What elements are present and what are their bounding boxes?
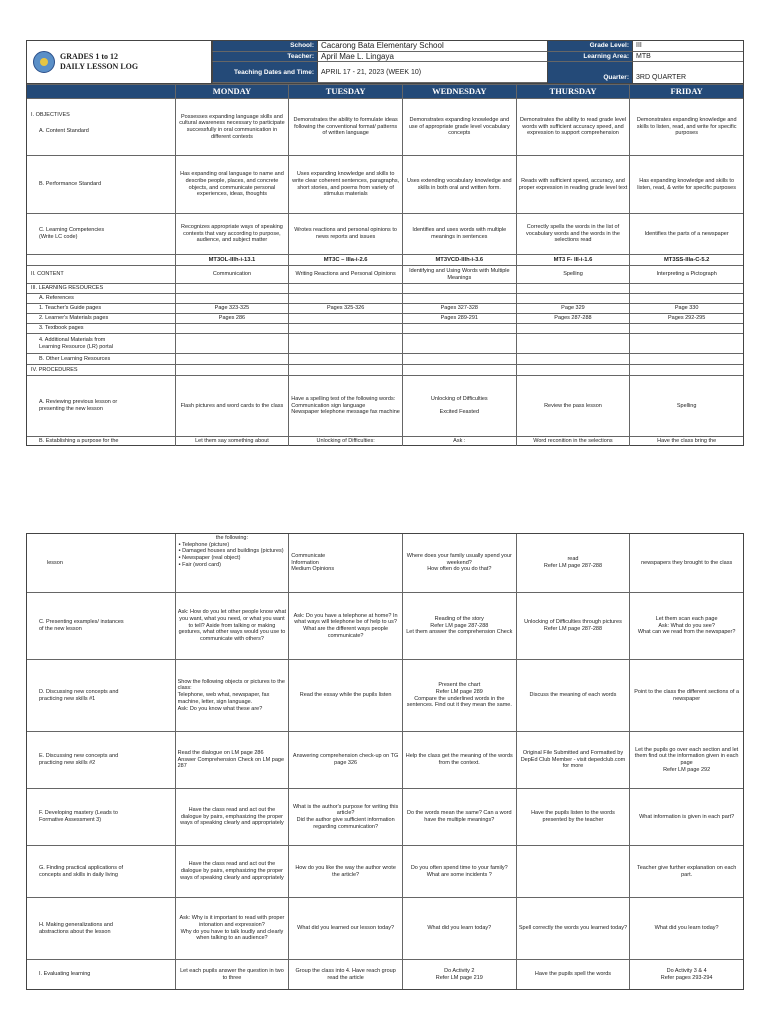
generalizations-row xyxy=(27,897,743,959)
page-gap xyxy=(0,470,768,530)
cell: Show the following objects or pictures to the class: Telephone, web what, newspaper, fax machine, letter, sign language. Ask: Do you know what these are? xyxy=(175,660,289,731)
cell: Ask: Do you have a telephone at home? In what ways will telephone be of help to us? What are the different ways people communicate? xyxy=(288,593,402,659)
lm-pages-label: 2. Learner's Materials pages xyxy=(39,315,109,322)
developing-mastery-row xyxy=(27,788,743,845)
list-item: • Damaged houses and buildings (pictures) xyxy=(178,548,287,555)
cell: What information is given in each part? xyxy=(629,789,743,845)
cell: Identifies the parts of a newspaper xyxy=(629,214,743,254)
cell: Answering comprehension check-up on TG page 326 xyxy=(288,732,402,788)
cell: Let them scan each page Ask: What do you see? What can we read from the newspaper? xyxy=(629,593,743,659)
cell: Ask: Why is it important to read with proper intonation and expression? Why do you have to talk loudly and clearly when talking to an audience? xyxy=(175,898,289,959)
day-monday: MONDAY xyxy=(175,85,289,98)
tg-pages-label: 1. Teacher's Guide pages xyxy=(39,305,102,312)
cell: Has expanding oral language to name and describe people, places, and concrete objects, and communicate personal experiences, ideas, thoughts xyxy=(175,156,289,213)
purpose-row xyxy=(27,436,743,445)
lc-code-blank xyxy=(27,255,175,265)
cell: Page 323-325 xyxy=(175,304,289,313)
cell: What did you learn today? xyxy=(629,898,743,959)
cell: Do Activity 2 Refer LM page 219 xyxy=(402,960,516,989)
content-standard-label: A. Content Standard xyxy=(39,127,89,134)
empty-label xyxy=(547,62,632,73)
review-label: A. Reviewing previous lesson or presenting the new lesson xyxy=(39,399,118,412)
area-value: MTB xyxy=(632,52,743,63)
cell: Unlocking of Difficulties through pictures Refer LM page 287-288 xyxy=(516,593,630,659)
tg-pages-row xyxy=(27,303,743,313)
day-wednesday: WEDNESDAY xyxy=(402,85,516,98)
cell: Discuss the meaning of each words xyxy=(516,660,630,731)
lesson-grid-page-2 xyxy=(26,533,744,990)
cell: Have the pupils listen to the words presented by the teacher xyxy=(516,789,630,845)
developing-mastery-label: F. Developing mastery (Leads to Formative Assessment 3) xyxy=(39,810,118,823)
day-header-blank xyxy=(27,85,175,98)
presenting-examples-label: C. Presenting examples/ instances of the new lesson xyxy=(39,619,124,632)
day-thursday: THURSDAY xyxy=(516,85,630,98)
cell: What is the author's purpose for writing this article? Did the author give sufficient information regarding communication? xyxy=(288,789,402,845)
cell: Flash pictures and word cards to the class xyxy=(175,376,289,436)
cell: What did you learn today? xyxy=(402,898,516,959)
cell: Spelling xyxy=(516,266,630,283)
lc-code: MT3SS-IIIa-C-5.2 xyxy=(629,255,743,265)
cell: Has expanding knowledge and skills to listen, read, & write for specific purposes xyxy=(629,156,743,213)
procedures-label: IV. PROCEDURES xyxy=(31,366,78,373)
review-row xyxy=(27,375,743,436)
cell: Demonstrates expanding knowledge and use of appropriate grade level vocabulary concepts xyxy=(402,99,516,155)
cell: read Refer LM page 287-288 xyxy=(516,534,630,592)
cell: Wrotes reactions and personal opinions to news reports and issues xyxy=(288,214,402,254)
purpose-cont-row xyxy=(27,534,743,592)
competencies-label: C. Learning Competencies (Write LC code) xyxy=(39,227,105,240)
cell: Interpreting a Pictograph xyxy=(629,266,743,283)
discussing-1-row xyxy=(27,659,743,731)
brand-line1: GRADES 1 to 12 xyxy=(60,52,119,61)
lesson-label: lesson xyxy=(47,559,63,566)
lc-code: MT3VCD-IIIh-i-3.6 xyxy=(402,255,516,265)
day-tuesday: TUESDAY xyxy=(288,85,402,98)
discussing-1-label: D. Discussing new concepts and practicing new skills #1 xyxy=(39,688,119,702)
cell: Communication xyxy=(175,266,289,283)
teacher-label: Teacher: xyxy=(212,52,317,63)
school-value: Cacarong Bata Elementary School xyxy=(317,41,547,52)
textbook-label: 3. Textbook pages xyxy=(39,325,84,332)
cell: Have the class bring the xyxy=(629,437,743,446)
cell: Demonstrates expanding knowledge and skills to listen, read, and write for specific purposes xyxy=(629,99,743,155)
cell: Demonstrates the ability to read grade level words with sufficient accuracy speed, and expression to support comprehension xyxy=(516,99,630,155)
objectives-label: I. OBJECTIVES xyxy=(31,112,70,118)
discussing-2-row xyxy=(27,731,743,788)
cell: Where does your family usually spend your weekend? How often do you do that? xyxy=(402,534,516,592)
cell: Have the pupils spell the words xyxy=(516,960,630,989)
cell: Identifies and uses words with multiple meanings in sentences xyxy=(402,214,516,254)
cell: Pages 289-291 xyxy=(402,314,516,323)
cell: Do the words mean the same? Can a word have the multiple meanings? xyxy=(402,789,516,845)
cell: Pages 327-328 xyxy=(402,304,516,313)
header-logo-area xyxy=(27,41,212,83)
cell: Help the class get the meaning of the words from the context. xyxy=(402,732,516,788)
brand-line2: DAILY LESSON LOG xyxy=(60,62,139,71)
presenting-examples-row xyxy=(27,592,743,659)
references-row xyxy=(27,293,743,303)
references-label: A. References xyxy=(39,295,74,302)
purpose-label: B. Establishing a purpose for the xyxy=(39,438,119,444)
cell: Page 329 xyxy=(516,304,630,313)
cell: Have the class read and act out the dialogue by pairs, emphasizing the proper ways of speaking clearly and appropriately xyxy=(175,789,289,845)
performance-standard-row xyxy=(27,155,743,213)
performance-standard-label: B. Performance Standard xyxy=(39,181,102,188)
additional-materials-label: 4. Additional Materials from Learning Resource (LR) portal xyxy=(39,336,113,350)
content-row xyxy=(27,265,743,283)
cell: Pages 325-326 xyxy=(288,304,402,313)
cell xyxy=(516,846,630,897)
cell: Have the class read and act out the dialogue by pairs, emphasizing the proper ways of speaking clearly and appropriately xyxy=(175,846,289,897)
objectives-cell xyxy=(27,99,175,155)
cell: Writing Reactions and Personal Opinions xyxy=(288,266,402,283)
cell: Have a spelling test of the following words: Communication sign language Newspaper telephone message fax machine xyxy=(288,376,402,436)
area-label: Learning Area: xyxy=(547,52,632,63)
cell: Do Activity 3 & 4 Refer pages 293-294 xyxy=(629,960,743,989)
cell: Pages 287-288 xyxy=(516,314,630,323)
cell: Present the chart Refer LM page 289 Compare the underlined words in the sentences. Find out it they mean the same. xyxy=(402,660,516,731)
lc-code: MT3OL-IIIh-i-13.1 xyxy=(175,255,289,265)
cell: Let each pupils answer the question in two to three xyxy=(175,960,289,989)
list-item: • Fair (word card) xyxy=(178,562,287,569)
monday-purpose-list xyxy=(178,542,287,569)
practical-applications-label: G. Finding practical applications of concepts and skills in daily living xyxy=(39,864,124,878)
cell: Ask: How do you let other people know what you want, what you need, or what you want to tell? Aside from talking or making gestures, what other ways would you use to communicate with others? xyxy=(175,593,289,659)
deped-seal-icon xyxy=(33,51,55,73)
cell: Identifying and Using Words with Multiple Meanings xyxy=(402,266,516,283)
other-resources-row xyxy=(27,353,743,364)
lm-pages-row xyxy=(27,313,743,323)
cell: Review the pass lesson xyxy=(516,376,630,436)
cell: Pages 292-295 xyxy=(629,314,743,323)
lc-code-row xyxy=(27,254,743,265)
cell: Ask : xyxy=(402,437,516,446)
cell: What did you learned our lesson today? xyxy=(288,898,402,959)
cell: Communicate Information Medium Opinions xyxy=(288,534,402,592)
list-item: • Newspaper (real object) xyxy=(178,555,287,562)
quarter-value: 3RD QUARTER xyxy=(632,73,743,84)
dates-value: APRIL 17 - 21, 2023 (WEEK 10) xyxy=(317,62,547,83)
cell: Unlocking of Difficulties Excited Feasted xyxy=(402,376,516,436)
cell xyxy=(288,314,402,323)
cell: Demonstrates the ability to formulate ideas following the conventional format/ patterns of written language xyxy=(288,99,402,155)
competencies-row xyxy=(27,213,743,254)
list-item: • Telephone (picture) xyxy=(178,542,287,549)
textbook-row xyxy=(27,323,743,333)
grade-value: III xyxy=(632,41,743,52)
cell: Do you often spend time to your family? What are some incidents ? xyxy=(402,846,516,897)
header-info-table xyxy=(212,41,743,83)
procedures-row xyxy=(27,364,743,375)
lesson-grid-page-1 xyxy=(26,84,744,446)
day-header-row xyxy=(27,84,743,98)
cell: Group the class into 4. Have reach group read the article xyxy=(288,960,402,989)
cell: Teacher give further explanation on each part. xyxy=(629,846,743,897)
lesson-log-page-2 xyxy=(26,533,744,990)
practical-applications-row xyxy=(27,845,743,897)
lc-code: MT3C – IIIa-i-2.6 xyxy=(288,255,402,265)
monday-purpose-cell xyxy=(175,534,289,592)
cell: How do you like the way the author wrote the article? xyxy=(288,846,402,897)
cell: Point to the class the different sections of a newspaper xyxy=(629,660,743,731)
dates-label: Teaching Dates and Time: xyxy=(212,62,317,83)
cell: Read the dialogue on LM page 286 Answer Comprehension Check on LM page 287 xyxy=(175,732,289,788)
cell: Pages 286 xyxy=(175,314,289,323)
additional-materials-row xyxy=(27,333,743,353)
resources-label: III. LEARNING RESOURCES xyxy=(31,285,104,292)
content-label: II. CONTENT xyxy=(31,271,64,278)
discussing-2-label: E. Discussing new concepts and practicing new skills #2 xyxy=(39,753,119,766)
monday-purpose-intro: the following: xyxy=(215,535,249,541)
cell: Spell correctly the words you learned today? xyxy=(516,898,630,959)
resources-row xyxy=(27,283,743,293)
cell: Spelling xyxy=(629,376,743,436)
cell: Let them say something about xyxy=(175,437,289,446)
cell: Reading of the story Refer LM page 287-288 Let them answer the comprehension Check xyxy=(402,593,516,659)
lesson-log-page-1 xyxy=(26,40,744,446)
cell: Correctly spells the words in the list of vocabulary words and the words in the selections read xyxy=(516,214,630,254)
cell: Uses extending vocabulary knowledge and skills in both oral and written form. xyxy=(402,156,516,213)
cell: newspapers they brought to the class xyxy=(629,534,743,592)
header xyxy=(26,40,744,84)
cell: Page 330 xyxy=(629,304,743,313)
evaluating-row xyxy=(27,959,743,989)
teacher-value: April Mae L. Lingaya xyxy=(317,52,547,63)
empty-value xyxy=(632,62,743,73)
cell: Original File Submitted and Formatted by DepEd Club Member - visit depedclub.com for more xyxy=(516,732,630,788)
cell: Word reconition in the selections xyxy=(516,437,630,446)
cell: Unlocking of Difficulties: xyxy=(288,437,402,446)
cell: Uses expanding knowledge and skills to write clear coherent sentences, paragraphs, short stories, and poems from variety of stimulus materials xyxy=(288,156,402,213)
day-friday: FRIDAY xyxy=(629,85,743,98)
cell: Let the pupils go over each section and let them find out the information given in each page Refer LM page 292 xyxy=(629,732,743,788)
other-resources-label: B. Other Learning Resources xyxy=(39,355,111,362)
content-standard-row xyxy=(27,98,743,155)
cell: Reads with sufficient speed, accuracy, and proper expression in reading grade level text xyxy=(516,156,630,213)
cell: Recognizes appropriate ways of speaking contexts that vary according to purpose, audience, and subject matter xyxy=(175,214,289,254)
quarter-label: Quarter: xyxy=(547,73,632,84)
school-label: School: xyxy=(212,41,317,52)
generalizations-label: H. Making generalizations and abstractions about the lesson xyxy=(39,921,113,935)
cell: Possesses expanding language skills and cultural awareness necessary to participate successfully in oral communication in different contexts xyxy=(175,99,289,155)
evaluating-label: I. Evaluating learning xyxy=(39,971,91,978)
grade-label: Grade Level: xyxy=(547,41,632,52)
lc-code: MT3 F- III-i-1.6 xyxy=(516,255,630,265)
cell: Read the essay while the pupils listen xyxy=(288,660,402,731)
